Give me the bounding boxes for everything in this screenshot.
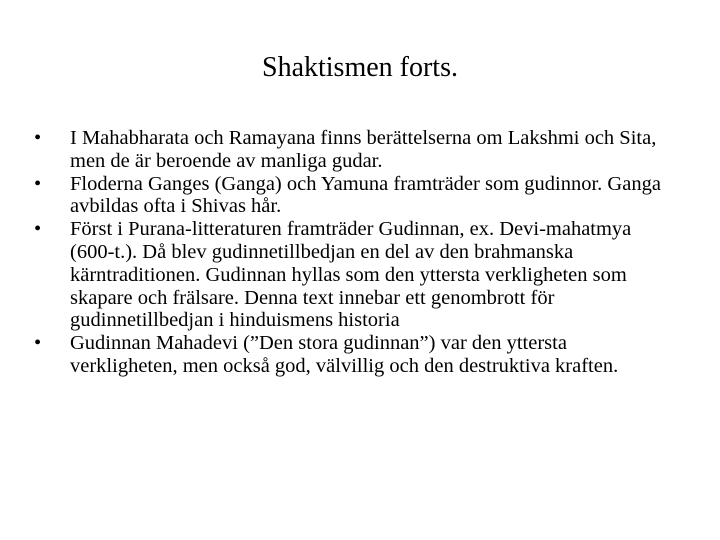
- bullet-icon: •: [34, 332, 42, 355]
- bullet-item: [34, 127, 674, 173]
- bullet-list: [34, 127, 674, 378]
- bullet-text: Först i Purana-litteraturen framträder Gudinnan, ex. Devi-mahatmya (600-t.). Då blev gudinnetillbedjan en del av den brahmanska kärntraditionen. Gudinnan hyllas som den yttersta verkligheten som skapare och frälsare. Denna text innebar ett genombrott för gudinnetillbedjan i hinduismens historia: [70, 218, 632, 332]
- bullet-item: [34, 332, 674, 378]
- slide-title: Shaktismen forts.: [262, 52, 458, 83]
- bullet-icon: •: [34, 172, 42, 195]
- bullet-item: [34, 173, 674, 219]
- bullet-icon: •: [34, 127, 42, 149]
- bullet-icon: •: [34, 218, 42, 241]
- bullet-item: [34, 218, 674, 332]
- bullet-text: Gudinnan Mahadevi (”Den stora gudinnan”) var den yttersta verkligheten, men också god, välvillig och den destruktiva kraften.: [70, 332, 619, 377]
- bullet-text: Floderna Ganges (Ganga) och Yamuna framträder som gudinnor. Ganga avbildas ofta i Shivas hår.: [70, 172, 661, 218]
- bullet-text: I Mahabharata och Ramayana finns berättelserna om Lakshmi och Sita, men de är beroende av manliga gudar.: [70, 127, 657, 172]
